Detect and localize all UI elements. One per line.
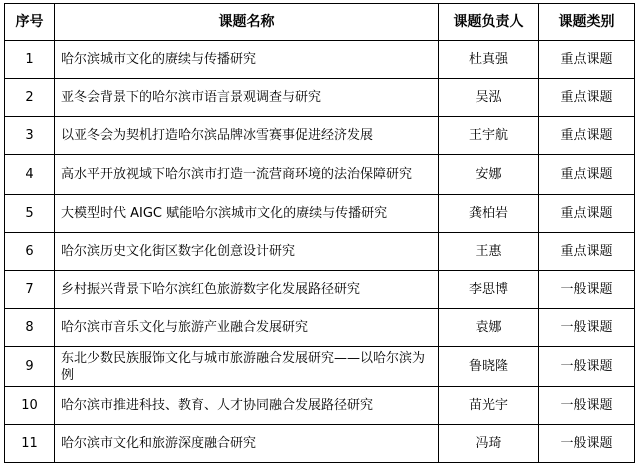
project-category: 重点课题 — [539, 233, 635, 271]
row-number: 4 — [5, 155, 55, 195]
table-row — [5, 425, 635, 463]
project-category: 重点课题 — [539, 195, 635, 233]
project-title: 高水平开放视域下哈尔滨市打造一流营商环境的法治保障研究 — [55, 155, 439, 195]
project-title: 哈尔滨市推进科技、教育、人才协同融合发展路径研究 — [55, 387, 439, 425]
row-number: 10 — [5, 387, 55, 425]
project-category: 一般课题 — [539, 309, 635, 347]
table-row — [5, 233, 635, 271]
project-leader: 杜真强 — [439, 41, 539, 79]
header-title: 课题名称 — [55, 4, 439, 41]
project-category: 重点课题 — [539, 79, 635, 117]
row-number: 11 — [5, 425, 55, 463]
project-leader: 安娜 — [439, 155, 539, 195]
header-category: 课题类别 — [539, 4, 635, 41]
project-leader: 苗光宇 — [439, 387, 539, 425]
row-number: 7 — [5, 271, 55, 309]
row-number: 1 — [5, 41, 55, 79]
project-title: 哈尔滨城市文化的赓续与传播研究 — [55, 41, 439, 79]
row-number: 9 — [5, 347, 55, 387]
header-leader: 课题负责人 — [439, 4, 539, 41]
row-number: 8 — [5, 309, 55, 347]
project-category: 重点课题 — [539, 41, 635, 79]
project-leader: 吴泓 — [439, 79, 539, 117]
project-leader: 王惠 — [439, 233, 539, 271]
project-category: 一般课题 — [539, 271, 635, 309]
project-title: 东北少数民族服饰文化与城市旅游融合发展研究——以哈尔滨为例 — [55, 347, 439, 387]
project-leader: 王宇航 — [439, 117, 539, 155]
table-row — [5, 309, 635, 347]
project-title: 大模型时代 AIGC 赋能哈尔滨城市文化的赓续与传播研究 — [55, 195, 439, 233]
project-leader: 冯琦 — [439, 425, 539, 463]
header-number: 序号 — [5, 4, 55, 41]
table-row — [5, 195, 635, 233]
row-number: 6 — [5, 233, 55, 271]
table-row — [5, 387, 635, 425]
project-title: 哈尔滨市音乐文化与旅游产业融合发展研究 — [55, 309, 439, 347]
project-category: 一般课题 — [539, 387, 635, 425]
row-number: 2 — [5, 79, 55, 117]
table-row — [5, 41, 635, 79]
project-title: 哈尔滨历史文化街区数字化创意设计研究 — [55, 233, 439, 271]
project-category: 一般课题 — [539, 425, 635, 463]
project-leader: 鲁晓隆 — [439, 347, 539, 387]
project-table — [4, 3, 635, 463]
table-row — [5, 79, 635, 117]
project-leader: 袁娜 — [439, 309, 539, 347]
row-number: 3 — [5, 117, 55, 155]
project-title: 哈尔滨市文化和旅游深度融合研究 — [55, 425, 439, 463]
project-leader: 龚柏岩 — [439, 195, 539, 233]
project-category: 一般课题 — [539, 347, 635, 387]
project-title: 亚冬会背景下的哈尔滨市语言景观调查与研究 — [55, 79, 439, 117]
table-header-row — [5, 4, 635, 41]
project-category: 重点课题 — [539, 117, 635, 155]
row-number: 5 — [5, 195, 55, 233]
table-row — [5, 155, 635, 195]
project-title: 乡村振兴背景下哈尔滨红色旅游数字化发展路径研究 — [55, 271, 439, 309]
project-title: 以亚冬会为契机打造哈尔滨品牌冰雪赛事促进经济发展 — [55, 117, 439, 155]
project-category: 重点课题 — [539, 155, 635, 195]
table-row — [5, 117, 635, 155]
table-row — [5, 271, 635, 309]
project-leader: 李思博 — [439, 271, 539, 309]
table-row — [5, 347, 635, 387]
